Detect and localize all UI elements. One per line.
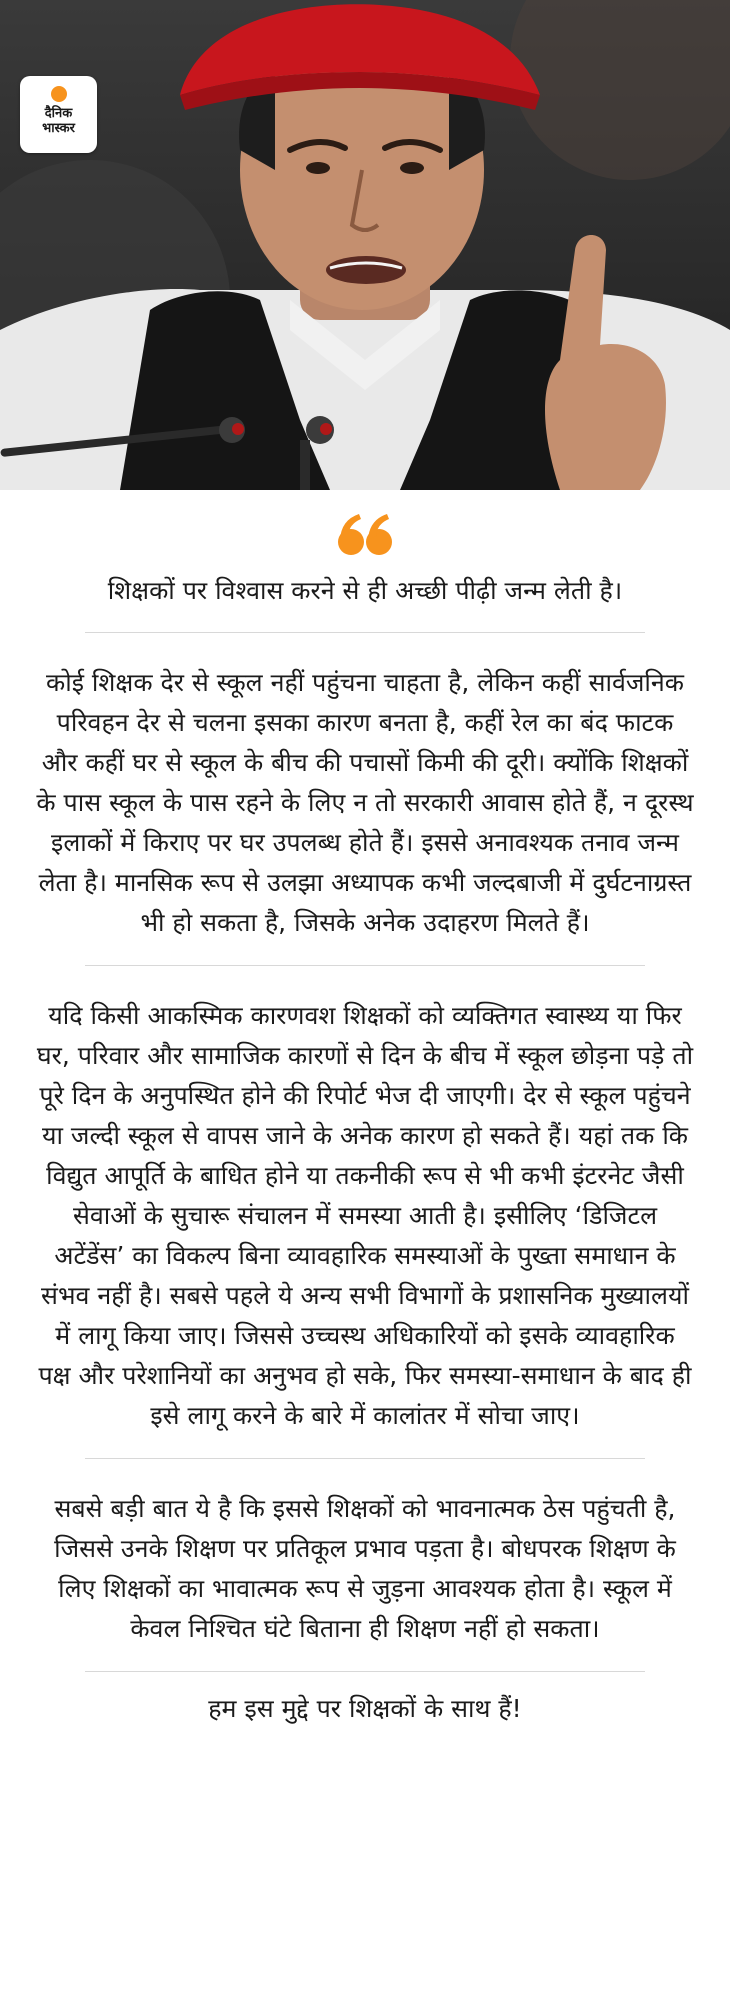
quote-card [0, 512, 730, 1728]
dainik-bhaskar-logo [20, 76, 97, 153]
divider [85, 965, 645, 966]
closing-line: हम इस मुद्दे पर शिक्षकों के साथ हैं! [208, 1694, 522, 1723]
divider [85, 1671, 645, 1672]
paragraph-1: कोई शिक्षक देर से स्कूल नहीं पहुंचना चाहता है, लेकिन कहीं सार्वजनिक परिवहन देर से चलना इसका कारण बनता है, कहीं रेल का बंद फाटक और कहीं घर से स्कूल के बीच की पचासों किमी की दूरी। क्योंकि शिक्षकों के पास स्कूल के पास रहने के लिए न तो सरकारी आवास होते हैं, न दूरस्थ इलाकों में किराए पर घर उपलब्ध होते हैं। इससे अनावश्यक तनाव जन्म लेता है। मानसिक रूप से उलझा अध्यापक कभी जल्दबाजी में दुर्घटनाग्रस्त भी हो सकता है, जिसके अनेक उदाहरण मिलते हैं। [36, 668, 694, 937]
paragraph-2: यदि किसी आकस्मिक कारणवश शिक्षकों को व्यक्तिगत स्वास्थ्य या फिर घर, परिवार और सामाजिक कारणों से दिन के बीच में स्कूल छोड़ना पड़े तो पूरे दिन के अनुपस्थित होने की रिपोर्ट भेज दी जाएगी। देर से स्कूल पहुंचने या जल्दी स्कूल से वापस जाने के अनेक कारण हो सकते हैं। यहां तक कि विद्युत आपूर्ति के बाधित होने या तकनीकी रूप से भी कभी इंटरनेट जैसी सेवाओं के सुचारू संचालन में समस्या आती है। इसीलिए ‘डिजिटल अटेंडेंस’ का विकल्प बिना व्यावहारिक समस्याओं के पुख्ता समाधान के संभव नहीं है। सबसे पहले ये अन्य सभी विभागों के प्रशासनिक मुख्यालयों में लागू किया जाए। जिससे उच्चस्थ अधिकारियों को इसके व्यावहारिक पक्ष और परेशानियों का अनुभव हो सके, फिर समस्या-समाधान के बाद ही इसे लागू करने के बारे में कालांतर में सोचा जाए। [36, 1001, 694, 1430]
divider [85, 1458, 645, 1459]
paragraph-3: सबसे बड़ी बात ये है कि इससे शिक्षकों को भावनात्मक ठेस पहुंचती है, जिससे उनके शिक्षण पर प्रतिकूल प्रभाव पड़ता है। बोधपरक शिक्षण के लिए शिक्षकों का भावात्मक रूप से जुड़ना आवश्यक होता है। स्कूल में केवल निश्चित घंटे बिताना ही शिक्षण नहीं हो सकता। [54, 1494, 676, 1643]
speaker-photo [0, 0, 730, 490]
divider [85, 632, 645, 633]
quote-mark-icon [335, 512, 395, 558]
logo-line-2: भास्कर [42, 121, 75, 136]
lead-quote: शिक्षकों पर विश्वास करने से ही अच्छी पीढ़ी जन्म लेती है। [107, 576, 623, 605]
sun-icon [51, 86, 67, 102]
logo-line-1: दैनिक [44, 106, 73, 121]
speaker-illustration [0, 0, 730, 490]
